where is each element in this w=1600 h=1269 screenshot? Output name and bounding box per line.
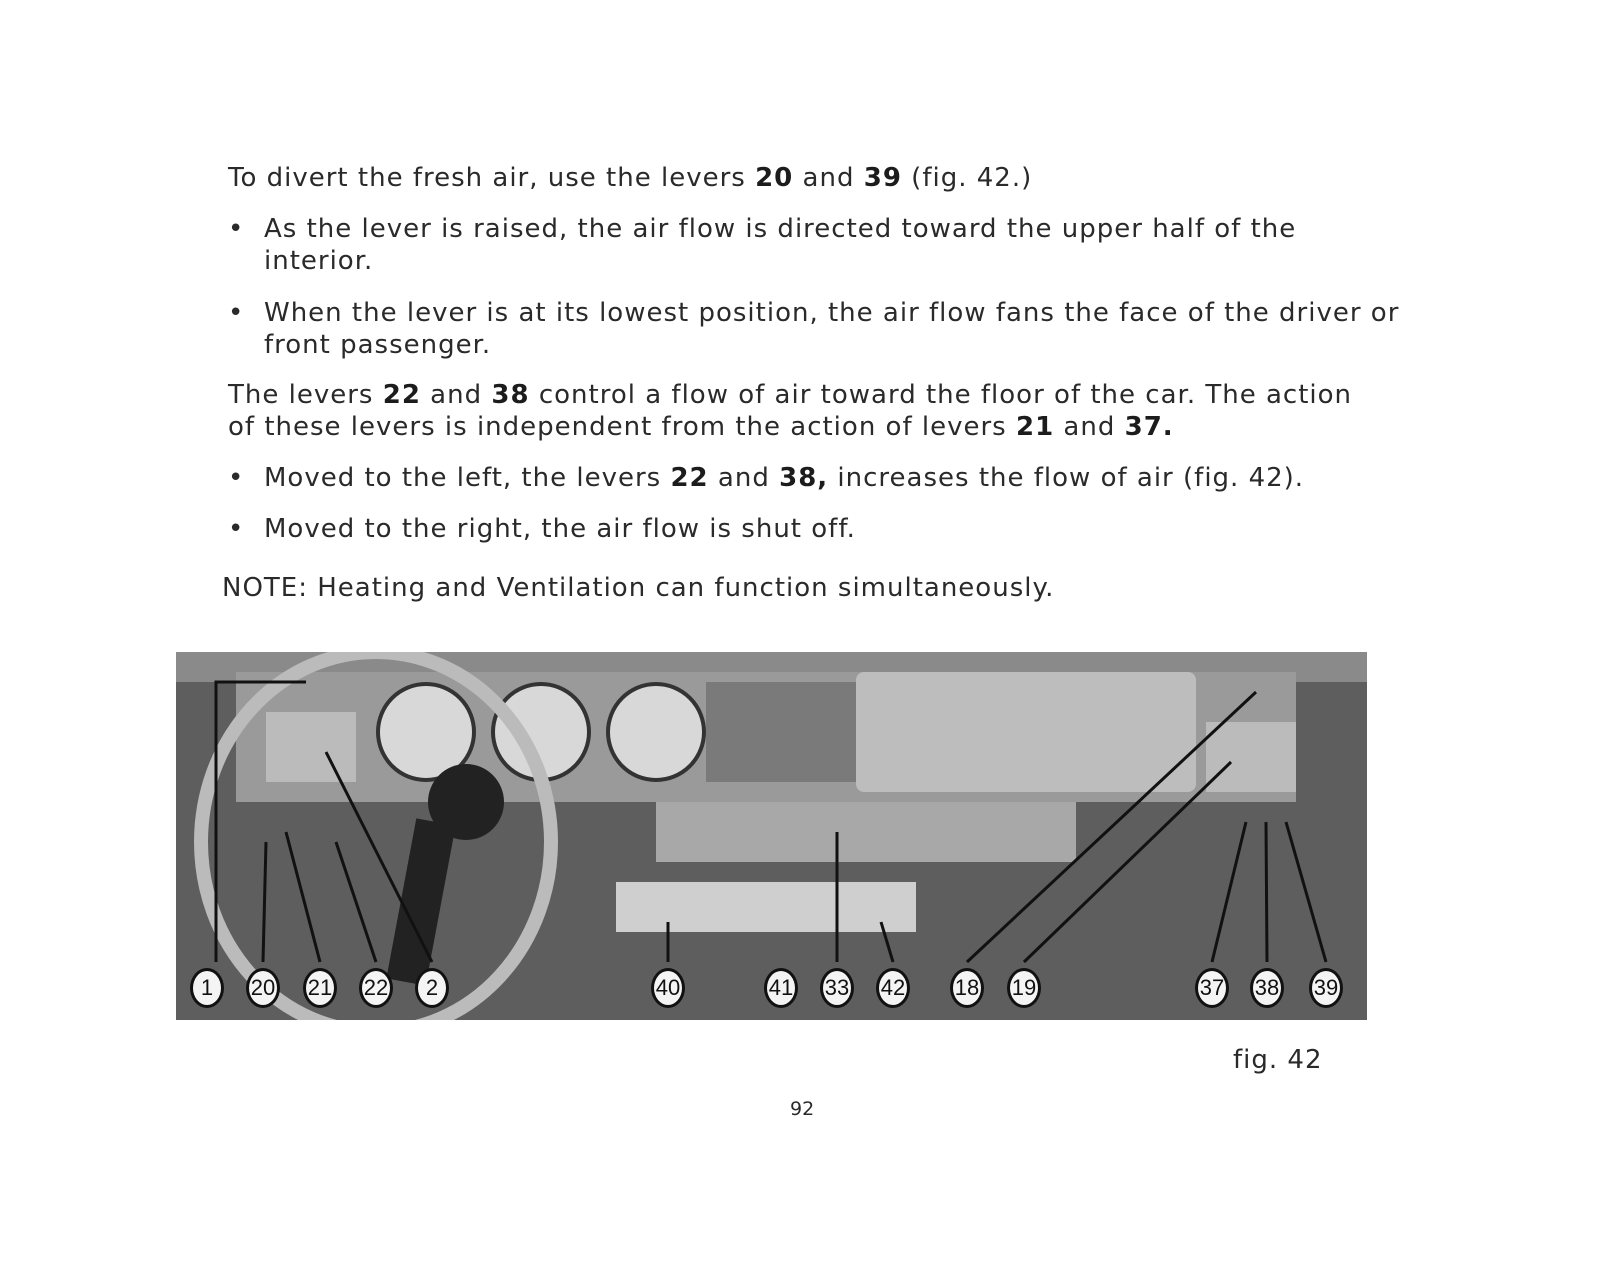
lever-ref: 39: [863, 163, 902, 193]
paragraph-floor-air: [228, 379, 1368, 443]
note: NOTE: Heating and Ventilation can function simultaneously.: [222, 573, 1055, 603]
text: and: [708, 463, 780, 493]
bullet-icon: •: [228, 463, 245, 493]
paragraph-fresh-air: [228, 162, 1368, 194]
lever-ref: 22: [670, 463, 709, 493]
bullet-left: [228, 462, 1404, 494]
lever-ref: 37.: [1124, 412, 1174, 442]
callout-39: 39: [1309, 968, 1343, 1008]
callout-40: 40: [651, 968, 685, 1008]
bullet-icon: •: [228, 298, 245, 328]
text: control a flow of air toward the floor of the car. The action of these levers is independent from the action of levers: [228, 380, 1353, 442]
callout-2: 2: [415, 968, 449, 1008]
text: Moved to the left, the levers: [264, 463, 671, 493]
text: and: [793, 163, 864, 193]
lever-ref: 38: [491, 380, 530, 410]
text: and: [1054, 412, 1125, 442]
lever-ref: 21: [1015, 412, 1055, 442]
lever-ref: 38,: [779, 463, 829, 493]
text: increases the flow of air (fig. 42).: [828, 463, 1305, 493]
lever-ref: 22: [382, 380, 421, 410]
callout-41: 41: [764, 968, 798, 1008]
text: The levers: [228, 380, 383, 410]
callout-38: 38: [1250, 968, 1284, 1008]
callout-37: 37: [1195, 968, 1229, 1008]
callout-18: 18: [950, 968, 984, 1008]
callout-1: 1: [190, 968, 224, 1008]
callout-42: 42: [876, 968, 910, 1008]
text: and: [420, 380, 492, 410]
callout-22: 22: [359, 968, 393, 1008]
callout-20: 20: [246, 968, 280, 1008]
text: Moved to the right, the air flow is shut off.: [264, 514, 856, 544]
callout-19: 19: [1007, 968, 1041, 1008]
dashboard-illustration: [176, 652, 1367, 1020]
callout-33: 33: [820, 968, 854, 1008]
callout-21: 21: [303, 968, 337, 1008]
figure-caption: fig. 42: [1233, 1045, 1323, 1075]
bullet-right: [228, 513, 1404, 545]
text: As the lever is raised, the air flow is directed toward the upper half of the interior.: [264, 214, 1297, 276]
lever-ref: 20: [755, 163, 794, 193]
page-number: 92: [790, 1098, 815, 1120]
bullet-lowest: [228, 297, 1404, 361]
text: When the lever is at its lowest position, the air flow fans the face of the driver or front passenger.: [264, 298, 1400, 360]
text: To divert the fresh air, use the levers: [228, 163, 756, 193]
dashboard-photo: [176, 652, 1367, 1020]
text: (fig. 42.): [901, 163, 1033, 193]
bullet-icon: •: [228, 214, 245, 244]
bullet-raised: [228, 213, 1404, 277]
bullet-icon: •: [228, 514, 245, 544]
